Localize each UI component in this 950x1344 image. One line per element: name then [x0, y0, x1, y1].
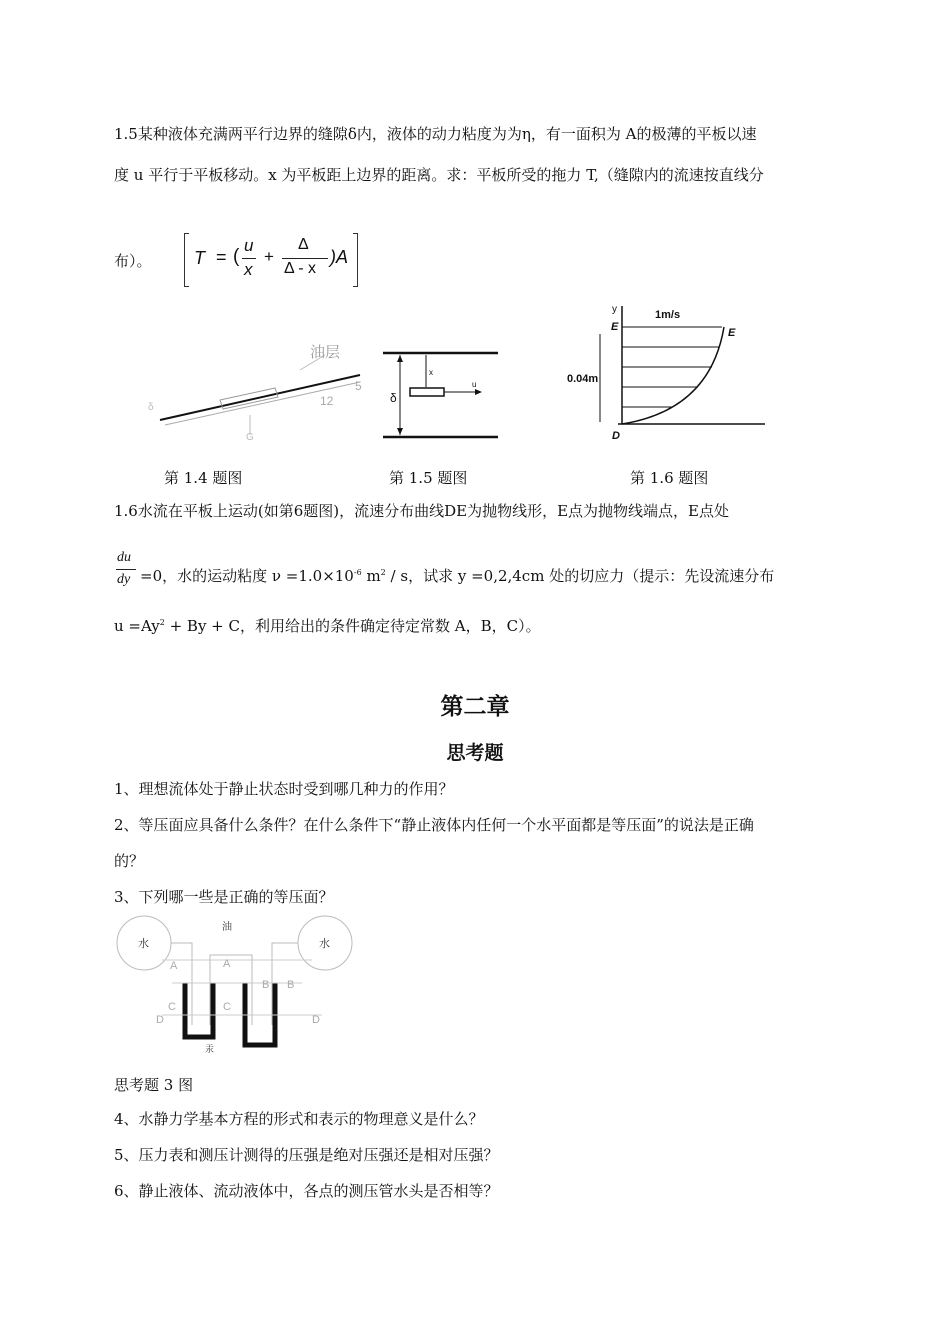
formula-delta-num: Δ — [298, 236, 309, 253]
problem-1-6-line2 — [140, 562, 774, 587]
question-5: 5、压力表和测压计测得的压强是绝对压强还是相对压强？ — [114, 1146, 499, 1164]
fig3-u-tube-right — [245, 983, 275, 1045]
line2-exp: -6 — [353, 568, 362, 577]
fig14-mark-g: G — [246, 432, 254, 443]
figure-1-6 — [560, 300, 770, 445]
fig3-water-left: 水 — [138, 938, 149, 950]
fig3-label-d1: D — [156, 1014, 164, 1026]
fig3-u-tube-left — [185, 983, 213, 1037]
formula-eq: = — [216, 247, 227, 267]
formula-x: x — [244, 260, 253, 279]
fig16-point-e-left: E — [611, 321, 619, 333]
fig14-block — [220, 388, 278, 409]
formula-bracket-right — [353, 233, 358, 287]
problem-1-5-line3: 布）。 — [114, 252, 152, 270]
line2-c: / s，试求 y =0,2,4cm 处的切应力（提示：先设流速分布 — [390, 567, 775, 585]
formula-open: ( — [233, 246, 240, 267]
chapter-title: 第二章 — [440, 694, 510, 720]
formula-bracket-left — [184, 233, 189, 287]
line2-b: m — [366, 567, 381, 585]
line2-a: =0，水的运动粘度 ν =1.0×10 — [140, 567, 354, 585]
fig15-mark-delta: δ — [390, 391, 397, 405]
formula-frac-line-1 — [242, 258, 256, 259]
line2-exp2: 2 — [380, 568, 386, 577]
fig16-caption: 第 1.6 题图 — [630, 469, 709, 487]
fig3-label-b1: B — [262, 979, 270, 991]
problem-1-6-line1: 1.6水流在平板上运动(如第6题图)，流速分布曲线DE为抛物线形，E点为抛物线端点，E点处 — [114, 502, 729, 520]
fig15-mark-u: u — [472, 380, 477, 389]
fig3-label-d2: D — [312, 1014, 320, 1026]
fig15-mark-x: x — [429, 368, 433, 377]
fig14-oil-label: 油层 — [310, 344, 341, 361]
formula-t: T — [194, 248, 205, 268]
fig3-label-c2: C — [223, 1001, 231, 1013]
fig14-mark-12: 12 — [320, 394, 334, 408]
fig14-mark-delta: δ — [148, 402, 154, 413]
fig15-u-arrowhead — [475, 389, 482, 395]
problem-1-5-line1: 1.5某种液体充满两平行边界的缝隙δ内，液体的动力粘度为为η，有一面积为 A的极薄的平板以速 — [114, 125, 757, 143]
question-6: 6、静止液体、流动液体中，各点的测压管水头是否相等？ — [114, 1182, 499, 1200]
question-2-cont: 的？ — [114, 852, 145, 870]
fig3-caption: 思考题 3 图 — [114, 1076, 194, 1094]
fig16-speed: 1m/s — [655, 309, 681, 321]
question-3: 3、下列哪一些是正确的等压面？ — [114, 888, 334, 906]
fig16-profile-curve — [622, 327, 724, 424]
formula-1-5 — [184, 233, 358, 285]
question-1: 1、理想流体处于静止状态时受到哪几种力的作用？ — [114, 780, 454, 798]
formula-plus: + — [264, 247, 274, 266]
figure-1-5 — [378, 345, 503, 445]
fig15-delta-arrow-down — [397, 428, 403, 435]
fig3-label-a2: A — [223, 958, 231, 970]
fig15-caption: 第 1.5 题图 — [389, 469, 468, 487]
fig3-gauge: 汞 — [205, 1044, 215, 1054]
problem-1-5-line2: 度 u 平行于平板移动。x 为平板距上边界的距离。求：平板所受的拖力 T,（缝隙内的流速按直线分 — [114, 166, 764, 184]
fig16-point-d: D — [612, 430, 620, 442]
chapter-subtitle: 思考题 — [446, 742, 504, 764]
problem-1-6-line3 — [114, 612, 541, 637]
fig3-label-a1: A — [170, 960, 178, 972]
problem-1-6-derivative — [114, 548, 136, 592]
figure-think-3 — [112, 915, 362, 1055]
formula-u: u — [244, 236, 254, 255]
question-4: 4、水静力学基本方程的形式和表示的物理意义是什么？ — [114, 1110, 484, 1128]
fig16-point-e-right: E — [728, 327, 736, 339]
line3-a: u =Ay — [114, 617, 160, 635]
line3-exp: 2 — [159, 618, 165, 627]
fig16-depth: 0.04m — [567, 373, 599, 385]
formula-frac-line-2 — [282, 258, 328, 259]
fig3-label-b2: B — [287, 979, 295, 991]
fig15-delta-arrow-up — [397, 355, 403, 362]
deriv-frac-line — [116, 569, 136, 570]
line3-b: + By + C，利用给出的条件确定待定常数 A，B，C）。 — [169, 617, 541, 635]
figure-1-4 — [140, 335, 370, 445]
fig3-label-c1: C — [168, 1001, 176, 1013]
fig14-mark-5: 5 — [355, 379, 362, 393]
deriv-num: du — [117, 550, 131, 565]
formula-close: )A — [330, 247, 348, 267]
deriv-den: dy — [117, 572, 131, 587]
formula-delta-den: Δ - x — [284, 260, 317, 277]
fig14-caption: 第 1.4 题图 — [164, 469, 243, 487]
fig15-plate — [410, 388, 444, 396]
fig3-oil: 油 — [222, 922, 232, 933]
fig3-water-right: 水 — [319, 938, 330, 950]
fig16-y-label: y — [612, 304, 617, 315]
question-2: 2、等压面应具备什么条件？在什么条件下“静止液体内任何一个水平面都是等压面”的说法是正确 — [114, 816, 754, 834]
